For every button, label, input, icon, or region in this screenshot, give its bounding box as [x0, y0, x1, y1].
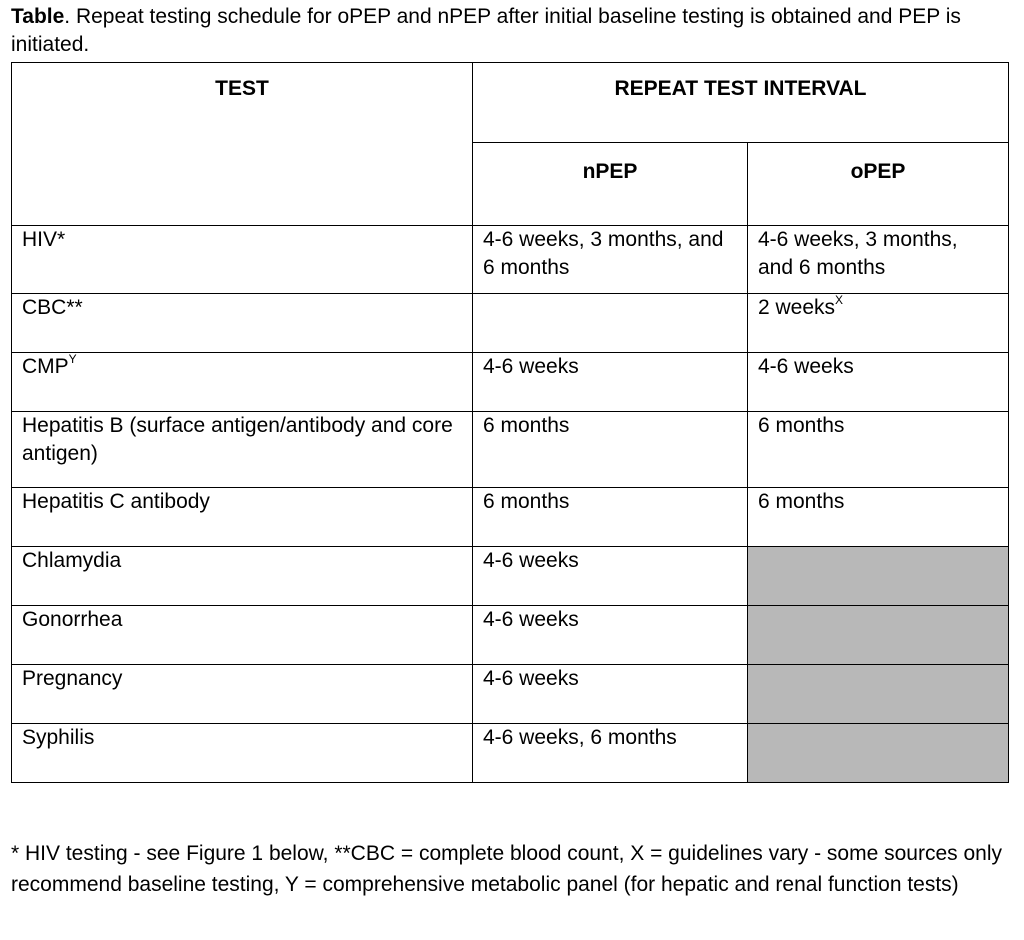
- opep-cell: 2 weeks$^X$: [748, 294, 1009, 353]
- table-row: [12, 353, 1009, 412]
- opep-cell-shaded: [748, 724, 1009, 783]
- header-repeat-interval: REPEAT TEST INTERVAL: [473, 63, 1009, 143]
- table-row: [12, 488, 1009, 547]
- opep-cell-shaded: [748, 665, 1009, 724]
- npep-cell: 4-6 weeks: [473, 353, 748, 412]
- npep-cell: 4-6 weeks: [473, 665, 748, 724]
- table-row: [12, 724, 1009, 783]
- npep-cell: 6 months: [473, 412, 748, 488]
- table-caption: [11, 3, 1011, 59]
- repeat-testing-table: [11, 62, 1009, 783]
- opep-cell: 6 months: [748, 488, 1009, 547]
- header-npep: nPEP: [473, 143, 748, 226]
- test-superscript: Y: [68, 352, 77, 366]
- table-row: [12, 294, 1009, 353]
- table-row: [12, 606, 1009, 665]
- opep-cell-shaded: [748, 606, 1009, 665]
- npep-cell: 4-6 weeks: [473, 547, 748, 606]
- test-cell: Hepatitis B (surface antigen/antibody and core antigen): [12, 412, 473, 488]
- table-row: [12, 226, 1009, 294]
- test-cell: CBC**: [12, 294, 473, 353]
- opep-superscript: X: [835, 293, 844, 307]
- test-cell: Hepatitis C antibody: [12, 488, 473, 547]
- caption-text: . Repeat testing schedule for oPEP and nPEP after initial baseline testing is obtained and PEP is initiated.: [11, 5, 961, 56]
- test-cell: Chlamydia: [12, 547, 473, 606]
- test-cell: Gonorrhea: [12, 606, 473, 665]
- table-row: [12, 665, 1009, 724]
- opep-cell-shaded: [748, 547, 1009, 606]
- opep-cell: 6 months: [748, 412, 1009, 488]
- npep-cell: 4-6 weeks, 6 months: [473, 724, 748, 783]
- test-cell: HIV*: [12, 226, 473, 294]
- test-cell: Pregnancy: [12, 665, 473, 724]
- npep-cell: 4-6 weeks, 3 months, and 6 months: [473, 226, 748, 294]
- header-test: TEST: [12, 63, 473, 226]
- npep-cell: 4-6 weeks: [473, 606, 748, 665]
- table-footnote: * HIV testing - see Figure 1 below, **CBC = complete blood count, X = guidelines vary - some sources only recommend baseline testing, Y = comprehensive metabolic panel (for hepatic and renal function tests): [11, 842, 1002, 896]
- table-row: [12, 547, 1009, 606]
- opep-cell: 4-6 weeks: [748, 353, 1009, 412]
- opep-cell: 4-6 weeks, 3 months, and 6 months: [748, 226, 1009, 294]
- test-cell: $CMP^Y$: [12, 353, 473, 412]
- npep-cell: 6 months: [473, 488, 748, 547]
- npep-cell: [473, 294, 748, 353]
- table-row: [12, 412, 1009, 488]
- test-cell: Syphilis: [12, 724, 473, 783]
- caption-label: Table: [11, 5, 65, 28]
- header-opep: oPEP: [748, 143, 1009, 226]
